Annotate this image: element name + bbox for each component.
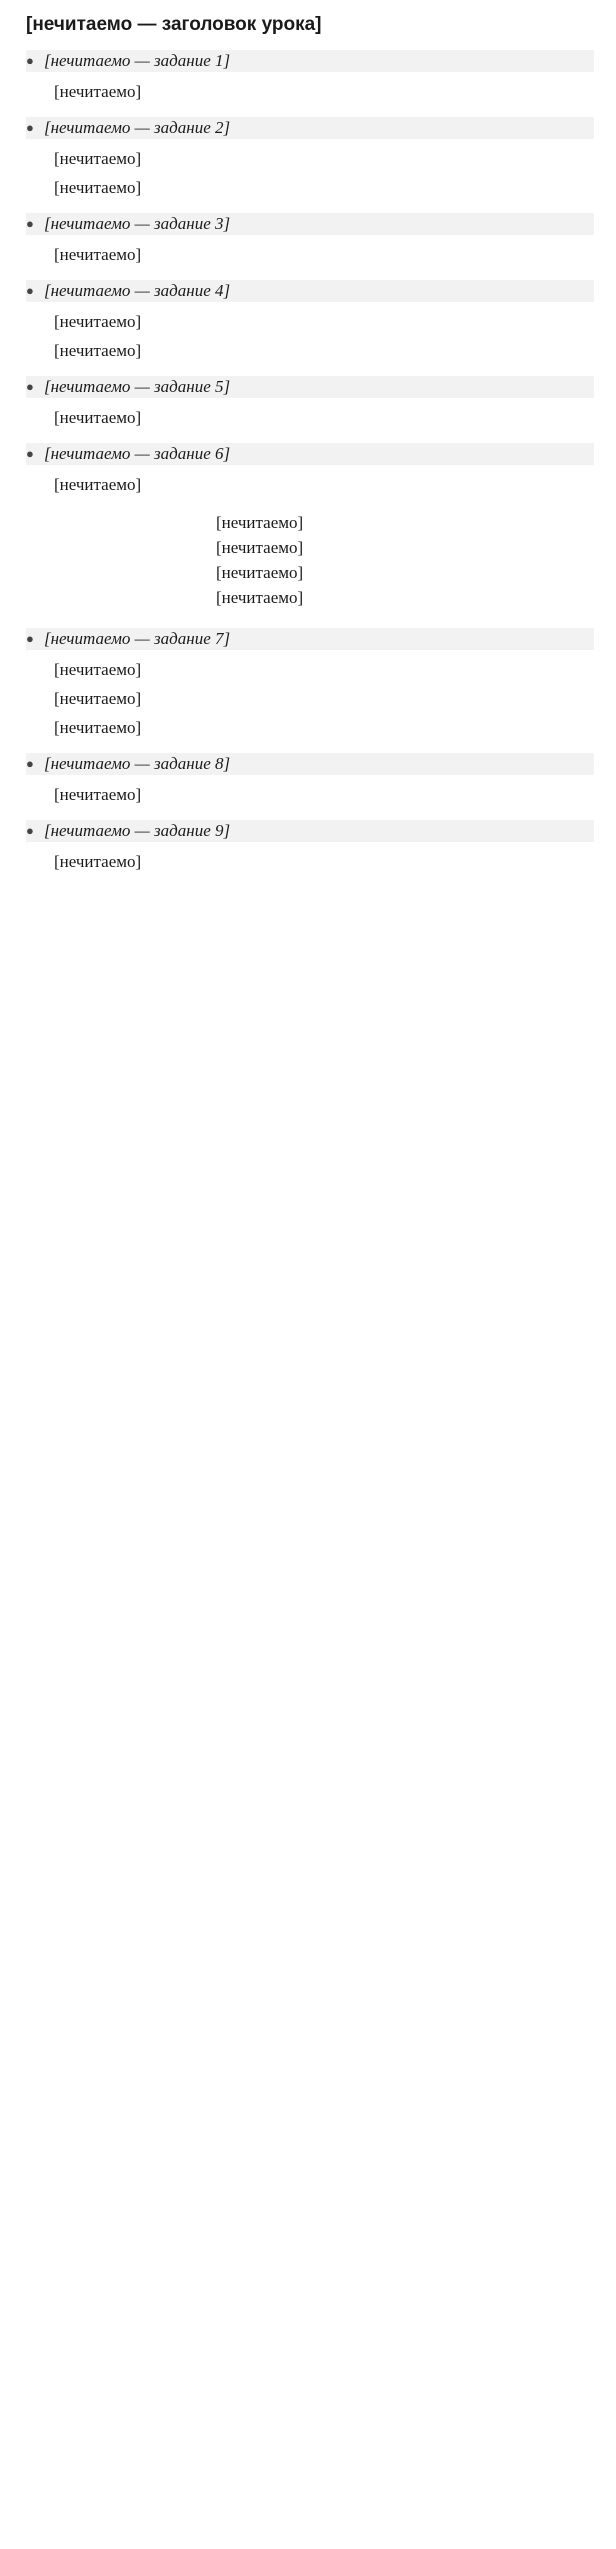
verse-line: [нечитаемо] xyxy=(216,588,304,607)
answer-paragraph: [нечитаемо] xyxy=(54,178,142,197)
task-heading xyxy=(26,376,594,398)
task-section xyxy=(26,50,594,103)
answer-paragraph: [нечитаемо] xyxy=(54,475,142,494)
bullet-icon: ● xyxy=(26,756,34,771)
task-heading xyxy=(26,628,594,650)
task-text: [нечитаемо — задание 6] xyxy=(44,444,231,463)
answer-paragraph: [нечитаемо] xyxy=(54,408,142,427)
task-heading xyxy=(26,753,594,775)
bullet-icon: ● xyxy=(26,283,34,298)
sections-before-verse xyxy=(26,50,594,496)
task-text: [нечитаемо — задание 5] xyxy=(44,377,231,396)
bullet-icon: ● xyxy=(26,631,34,646)
bullet-icon: ● xyxy=(26,446,34,461)
verse-line: [нечитаемо] xyxy=(216,538,304,557)
task-text: [нечитаемо — задание 1] xyxy=(44,51,231,70)
answer-paragraph: [нечитаемо] xyxy=(54,82,142,101)
answer-paragraph: [нечитаемо] xyxy=(54,149,142,168)
task-heading xyxy=(26,50,594,72)
verse-line: [нечитаемо] xyxy=(216,563,304,582)
lesson-title: [нечитаемо — заголовок урока] xyxy=(26,14,322,35)
task-section xyxy=(26,753,594,806)
answer-paragraph: [нечитаемо] xyxy=(54,689,142,708)
task-section xyxy=(26,117,594,199)
answer-paragraph: [нечитаемо] xyxy=(54,341,142,360)
task-heading xyxy=(26,280,594,302)
bullet-icon: ● xyxy=(26,216,34,231)
verse-block xyxy=(216,510,594,610)
task-section xyxy=(26,213,594,266)
task-heading xyxy=(26,820,594,842)
answer-paragraph: [нечитаемо] xyxy=(54,312,142,331)
sections-after-verse xyxy=(26,628,594,873)
task-text: [нечитаемо — задание 8] xyxy=(44,754,231,773)
answer-paragraph: [нечитаемо] xyxy=(54,852,142,871)
bullet-icon: ● xyxy=(26,53,34,68)
answer-paragraph: [нечитаемо] xyxy=(54,785,142,804)
task-heading xyxy=(26,443,594,465)
task-section xyxy=(26,443,594,496)
task-section xyxy=(26,628,594,739)
answer-paragraph: [нечитаемо] xyxy=(54,718,142,737)
bullet-icon: ● xyxy=(26,379,34,394)
task-section xyxy=(26,376,594,429)
task-heading xyxy=(26,213,594,235)
bullet-icon: ● xyxy=(26,120,34,135)
task-heading xyxy=(26,117,594,139)
task-text: [нечитаемо — задание 2] xyxy=(44,118,231,137)
answer-paragraph: [нечитаемо] xyxy=(54,245,142,264)
task-text: [нечитаемо — задание 7] xyxy=(44,629,231,648)
answer-paragraph: [нечитаемо] xyxy=(54,660,142,679)
verse-line: [нечитаемо] xyxy=(216,513,304,532)
task-text: [нечитаемо — задание 9] xyxy=(44,821,231,840)
task-section xyxy=(26,280,594,362)
bullet-icon: ● xyxy=(26,823,34,838)
task-text: [нечитаемо — задание 3] xyxy=(44,214,231,233)
task-text: [нечитаемо — задание 4] xyxy=(44,281,231,300)
task-section xyxy=(26,820,594,873)
